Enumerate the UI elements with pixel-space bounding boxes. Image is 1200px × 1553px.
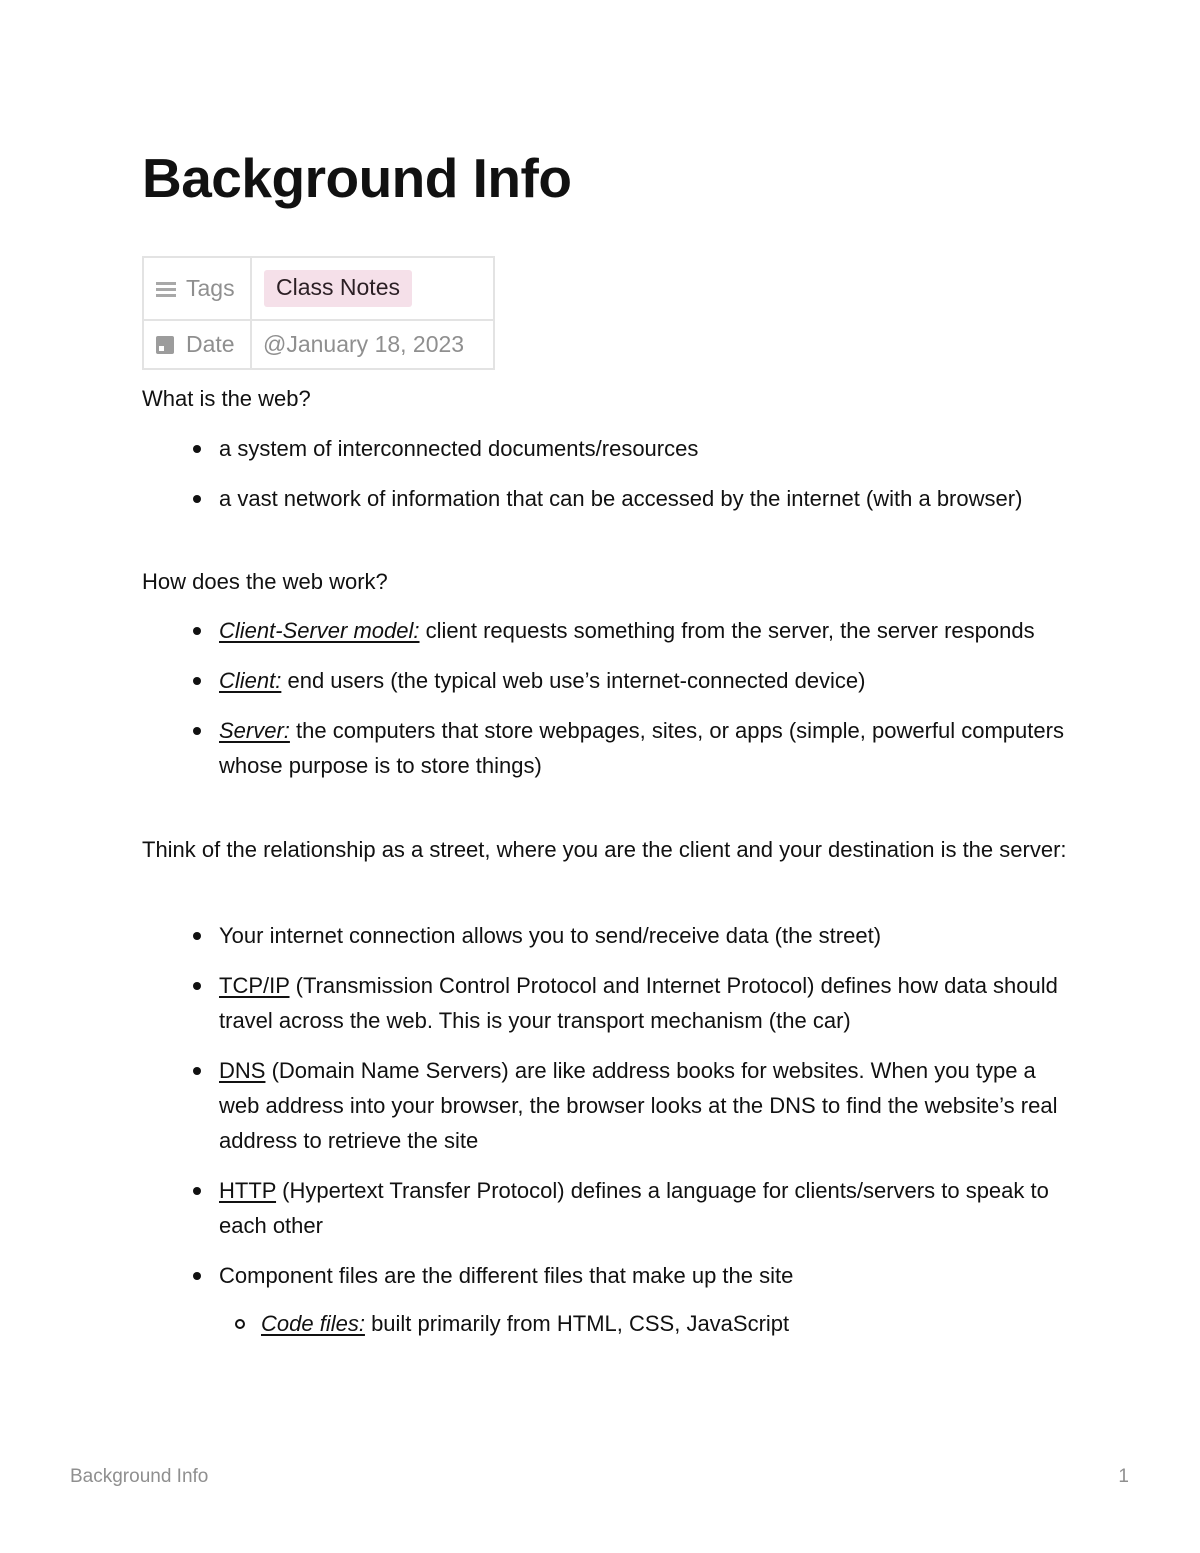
tags-property-key bbox=[143, 257, 251, 320]
tag-chip-class-notes[interactable]: Class Notes bbox=[264, 270, 412, 307]
list-item bbox=[142, 1258, 1072, 1293]
analogy-list bbox=[142, 918, 1072, 1308]
analogy-paragraph: Think of the relationship as a street, where you are the client and your destination is the server: bbox=[142, 837, 1067, 862]
term-dns: DNS bbox=[219, 1058, 266, 1083]
list-item bbox=[142, 1173, 1072, 1243]
list-item bbox=[142, 613, 1072, 648]
list-item bbox=[142, 663, 1072, 698]
date-property-value[interactable] bbox=[251, 320, 494, 369]
how-web-works-list bbox=[142, 613, 1072, 798]
properties-table bbox=[142, 256, 495, 370]
footer-document-title: Background Info bbox=[70, 1466, 209, 1487]
question-what-is-web: What is the web? bbox=[142, 386, 311, 411]
list-item-text: (Transmission Control Protocol and Internet Protocol) defines how data should travel across the web. This is your transport mechanism (the car) bbox=[219, 973, 1058, 1033]
term-client-server-model: Client-Server model: bbox=[219, 618, 420, 643]
date-label: Date bbox=[186, 331, 235, 357]
list-item-text: client requests something from the server, the server responds bbox=[419, 618, 1035, 643]
term-client: Client: bbox=[219, 668, 282, 693]
list-item-text: (Hypertext Transfer Protocol) defines a language for clients/servers to speak to each other bbox=[219, 1178, 1049, 1238]
footer-page-number: 1 bbox=[1118, 1466, 1129, 1487]
date-property-row bbox=[143, 320, 494, 369]
list-item-text: a vast network of information that can be accessed by the internet (with a browser) bbox=[219, 486, 1023, 511]
list-item bbox=[142, 1306, 1072, 1341]
list-item-text: Your internet connection allows you to send/receive data (the street) bbox=[219, 923, 882, 948]
list-item-text: end users (the typical web use’s internet-connected device) bbox=[281, 668, 866, 693]
term-server: Server: bbox=[219, 718, 290, 743]
term-code-files: Code files: bbox=[261, 1311, 365, 1336]
tags-property-row bbox=[143, 257, 494, 320]
list-item-text: a system of interconnected documents/resources bbox=[219, 436, 699, 461]
list-item-text: Component files are the different files that make up the site bbox=[219, 1263, 794, 1288]
list-item bbox=[142, 1053, 1072, 1158]
tags-property-value[interactable] bbox=[251, 257, 494, 320]
page-title: Background Info bbox=[142, 147, 572, 209]
list-item bbox=[142, 431, 1072, 466]
tags-label: Tags bbox=[186, 275, 235, 301]
what-is-web-list bbox=[142, 431, 1072, 531]
date-property-key bbox=[143, 320, 251, 369]
question-how-web-works: How does the web work? bbox=[142, 569, 388, 594]
list-item-text: built primarily from HTML, CSS, JavaScript bbox=[364, 1311, 790, 1336]
term-http: HTTP bbox=[219, 1178, 277, 1203]
term-tcp-ip: TCP/IP bbox=[219, 973, 290, 998]
list-icon bbox=[156, 281, 176, 297]
list-item-text: (Domain Name Servers) are like address books for websites. When you type a web address into your browser, the browser looks at the DNS to find the website’s real address to retrieve the site bbox=[219, 1058, 1058, 1153]
list-item-text: the computers that store webpages, sites, or apps (simple, powerful computers whose purpose is to store things) bbox=[219, 718, 1064, 778]
list-item bbox=[142, 713, 1072, 783]
list-item bbox=[142, 481, 1072, 516]
date-value[interactable]: @January 18, 2023 bbox=[263, 331, 465, 357]
component-files-sublist bbox=[142, 1306, 1072, 1341]
list-item bbox=[142, 918, 1072, 953]
calendar-icon bbox=[156, 336, 174, 354]
list-item bbox=[142, 968, 1072, 1038]
